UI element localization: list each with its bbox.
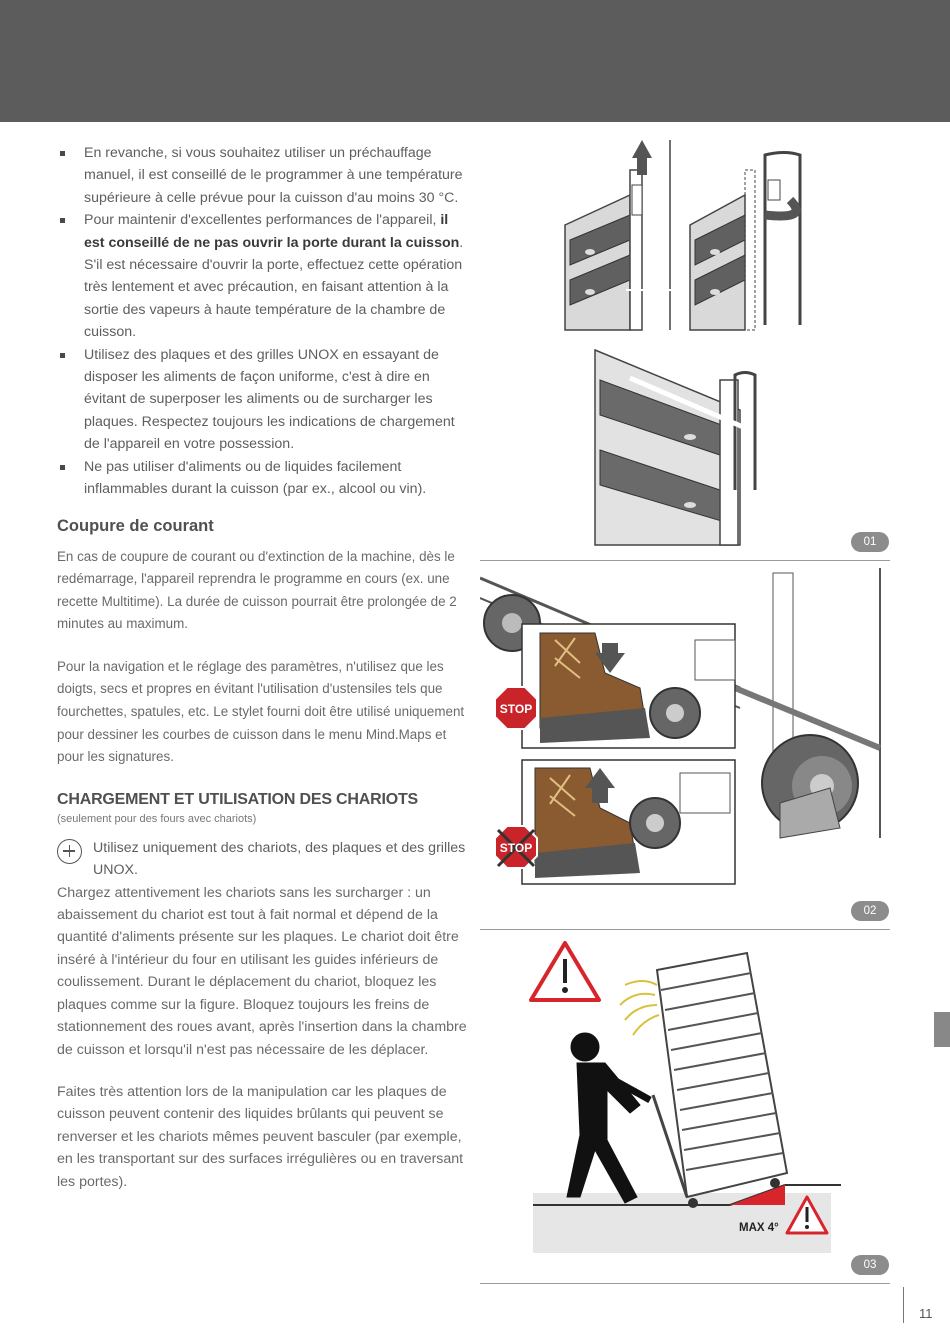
figure-02-trolley-brake-illustration xyxy=(480,568,890,890)
power-cut-title: Coupure de courant xyxy=(57,516,214,535)
list-item-text: En revanche, si vous souhaitez utiliser un préchauffage manuel, il est conseillé de le programmer à une température supérieure à celle prévue pour la cuisson d'au moins 30 °C. xyxy=(84,145,463,206)
list-item-text: Utilisez des plaques et des grilles UNOX en essayant de disposer les aliments de façon uniforme, c'est à dire en évitant de superposer les aliments ou de surcharger les plaques. Respectez toujours les indications de chargement de l'appareil en votre possession. xyxy=(84,346,455,453)
figure-01-rack-illustration xyxy=(560,130,890,550)
list-item-text: . S'il est nécessaire d'ouvrir la porte, effectuez cette opération très lentement et avec précaution, en faisant attention à la sortie des vapeurs à haute température de la chambre de cuisson. xyxy=(84,234,464,341)
list-item-bold-text: il est conseillé de ne pas ouvrir la porte durant la cuisson xyxy=(84,212,460,251)
max-slope-label: MAX 4° xyxy=(739,1222,779,1234)
tip-text: Utilisez uniquement des chariots, des plaques et des grilles UNOX. xyxy=(93,839,466,879)
tip-block xyxy=(57,837,469,882)
inset-brake-released xyxy=(522,760,735,884)
trolleys-title: CHARGEMENT ET UTILISATION DES CHARIOTS xyxy=(57,790,418,808)
bullet-icon xyxy=(60,465,65,470)
rack-top-right xyxy=(690,153,800,331)
bullet-icon xyxy=(60,353,65,358)
figure-03-trolley-tipping-illustration xyxy=(525,935,845,1255)
list-item xyxy=(57,142,469,209)
plus-circle-icon xyxy=(57,839,82,864)
figure-02-badge: 02 xyxy=(851,901,889,921)
touch-usage-paragraph: Pour la navigation et le réglage des paramètres, n'utilisez que les doigts, secs et propres en évitant l'utilisation d'ustensiles tels que fourchettes, spatules, etc. Le stylet fourni doit être utilisé uniquement pour dessiner les courbes de cuisson dans le menu Mind.Maps et pour les signatures. xyxy=(57,658,465,765)
list-item xyxy=(57,456,469,501)
inset-brake-engaged xyxy=(522,624,735,748)
rack-bottom xyxy=(595,350,755,545)
page-number: 11 xyxy=(919,1306,933,1321)
figure-03-badge: 03 xyxy=(851,1255,889,1275)
wheel-icon xyxy=(770,1178,780,1188)
footer-divider xyxy=(903,1287,904,1323)
header-band xyxy=(0,0,950,122)
rotate-arrow-icon xyxy=(765,200,796,216)
power-cut-paragraph: En cas de coupure de courant ou d'extinction de la machine, dès le redémarrage, l'appareil reprendra le programme en cours (ex. une recette Multitime). La durée de cuisson pourrait être prolongée de 2 minutes au maximum. xyxy=(57,548,457,632)
figure-divider xyxy=(480,929,890,930)
list-item-text: Pour maintenir d'excellentes performances de l'appareil, xyxy=(84,212,441,229)
bullet-icon xyxy=(60,218,65,223)
rack-top-left xyxy=(565,140,680,330)
main-text-column xyxy=(57,142,469,1193)
person-pictogram xyxy=(567,1033,650,1203)
figure-divider xyxy=(480,1283,890,1284)
section-side-tab xyxy=(934,1012,950,1047)
stop-sign-label: STOP xyxy=(499,702,533,716)
trolley-loading-paragraph: Chargez attentivement les chariots sans les surcharger : un abaissement du chariot est tout à fait normal et dépend de la quantité d'aliments présente sur les plaques. Le chariot doit être inséré à l'intérieur du four en utilisant les guides inférieurs de coulissement. Durant le déplacement du chariot, bloquez les plaques comme sur la figure. Bloquez toujours les freins de stationnement des roues avant, après l'insertion dans la chambre de cuisson et lorsqu'il n'est pas nécessaire de les déplacer. xyxy=(57,884,467,1058)
list-item xyxy=(57,344,469,456)
wheel-icon xyxy=(688,1198,698,1208)
trolley-caution-paragraph: Faites très attention lors de la manipulation car les plaques de cuisson peuvent contenir des liquides brûlants qui peuvent se renverser et les chariots mêmes peuvent basculer (par exemple, en les transportant sur des surfaces irrégulières ou en traversant les portes). xyxy=(57,1083,464,1190)
bullet-icon xyxy=(60,151,65,156)
stop-sign-crossed-label: STOP xyxy=(499,841,533,855)
tipping-trolley xyxy=(653,953,787,1208)
trolleys-subnote: (seulement pour des fours avec chariots) xyxy=(57,812,257,825)
figure-01-badge: 01 xyxy=(851,532,889,552)
list-item-text: Ne pas utiliser d'aliments ou de liquides facilement inflammables durant la cuisson (par ex., alcool ou vin). xyxy=(84,458,427,498)
recommendations-list xyxy=(57,142,469,501)
floor-area xyxy=(533,1193,831,1253)
spill-lines xyxy=(620,981,659,1035)
warning-triangle-icon xyxy=(531,943,599,1000)
figure-divider xyxy=(480,560,890,561)
list-item xyxy=(57,209,469,343)
